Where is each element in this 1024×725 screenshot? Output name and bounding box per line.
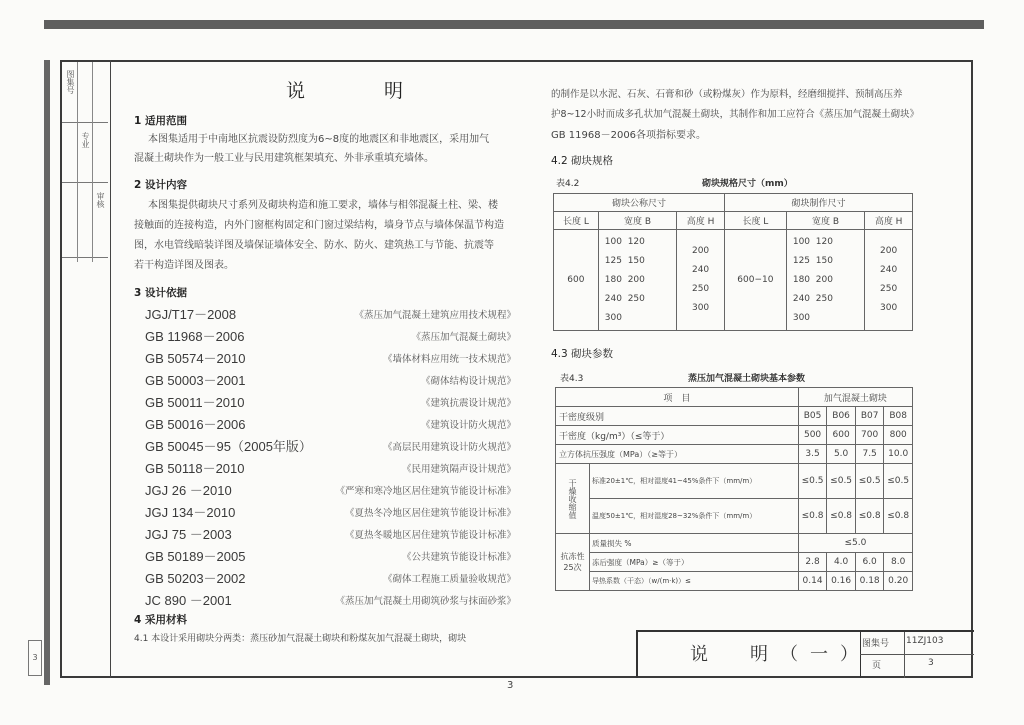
standard-code: GB 50003－2001 [145, 373, 246, 388]
standard-code: GB 50016－2006 [145, 417, 246, 432]
table-cell: 600 [554, 230, 599, 331]
table-2-title: 蒸压加气混凝土砌块基本参数 [688, 374, 806, 384]
table-1-label: 表4.2 [556, 179, 580, 189]
section-4-2-title: 4.2 砌块规格 [551, 155, 614, 167]
table-cell: 7.5 [855, 445, 884, 464]
standard-code: GB 50011－2010 [145, 395, 245, 410]
table-cell: ≤0.8 [827, 499, 856, 534]
table-header: 砌块公称尺寸 [554, 194, 725, 212]
table-cell: 抗冻性25次 [556, 534, 590, 591]
scan-top-edge [44, 20, 984, 29]
standard-name: 《蒸压加气混凝土砌块》 [411, 332, 516, 343]
table-cell: 0.18 [855, 572, 884, 591]
section-2-text: 图，水电管线暗装详图及墙保证墙体安全、防水、防火、建筑热工与节能、抗震等 [134, 240, 494, 251]
standard-code: GB 50045－95（2005年版） [145, 439, 312, 454]
side-approval-strip [62, 62, 108, 262]
standard-name: 《严寒和寒冷地区居住建筑节能设计标准》 [335, 486, 516, 497]
table-cell: 质量损失 % [590, 534, 799, 553]
standard-name: 《夏热冬冷地区居住建筑节能设计标准》 [344, 508, 516, 519]
table-cell: 600−10 [724, 230, 786, 331]
standard-name: 《民用建筑隔声设计规范》 [401, 464, 516, 475]
standard-code: JGJ 26 －2010 [145, 483, 232, 498]
block-params-table [555, 387, 913, 591]
table-cell: 800 [884, 426, 913, 445]
table-cell: 200 240 250 300 [865, 230, 913, 331]
table-cell: B06 [827, 407, 856, 426]
section-4-text: 4.1 本设计采用砌块分两类：蒸压砂加气混凝土砌块和粉煤灰加气混凝土砌块，砌块 [134, 634, 467, 644]
standard-name: 《建筑设计防火规范》 [420, 420, 516, 431]
standard-code: GB 11968－2006 [145, 329, 245, 344]
table-cell: ≤5.0 [798, 534, 912, 553]
standard-name: 《砌体工程施工质量验收规范》 [382, 574, 516, 585]
right-text: 护8~12小时而成多孔状加气混凝土砌块，其制作和加工应符合《蒸压加气混凝土砌块》 [551, 109, 920, 120]
standard-code: JGJ 75 －2003 [145, 527, 232, 542]
page-label: 页 [872, 661, 882, 671]
table-cell: 立方体抗压强度（MPa）（≥等于） [556, 445, 799, 464]
table-cell: ≤0.8 [798, 499, 827, 534]
standard-name: 《夏热冬暖地区居住建筑节能设计标准》 [344, 530, 516, 541]
table-cell: ≤0.8 [884, 499, 913, 534]
table-cell: 4.0 [827, 553, 856, 572]
atlas-no-label: 图集号 [862, 639, 890, 649]
standard-name: 《公共建筑节能设计标准》 [401, 552, 516, 563]
table-cell: 700 [855, 426, 884, 445]
table-cell: ≤0.5 [798, 464, 827, 499]
standard-name: 《砌体结构设计规范》 [420, 376, 516, 387]
table-cell: 10.0 [884, 445, 913, 464]
table-cell: 2.8 [798, 553, 827, 572]
section-2-text: 接触面的连接构造，内外门窗框构固定和门窗过梁结构，墙身节点与墙体保温节构造 [134, 220, 504, 231]
table-cell: 冻后强度（MPa）≥（等于） [590, 553, 799, 572]
standard-name: 《建筑抗震设计规范》 [420, 398, 516, 409]
table-cell: B05 [798, 407, 827, 426]
table-header: 宽度 B [598, 212, 676, 230]
left-page-tab: 3 [28, 640, 42, 676]
table-header: 长度 L [724, 212, 786, 230]
table-header: 高度 H [865, 212, 913, 230]
right-text: GB 11968－2006各项指标要求。 [551, 130, 707, 141]
standard-code: GB 50189－2005 [145, 549, 246, 564]
page-number: 3 [507, 680, 514, 691]
standard-code: JC 890 －2001 [145, 593, 232, 608]
table-cell: 0.14 [798, 572, 827, 591]
page-no: 3 [928, 658, 934, 668]
table-cell: 8.0 [884, 553, 913, 572]
section-4-3-title: 4.3 砌块参数 [551, 348, 614, 360]
table-cell: 600 [827, 426, 856, 445]
table-cell: B08 [884, 407, 913, 426]
table-header: 加气混凝土砌块 [798, 388, 912, 407]
title-block-title: 说 明（一） [690, 644, 870, 665]
side-label-1: 图集号 [66, 70, 75, 94]
atlas-no: 11ZJ103 [906, 636, 944, 646]
section-3-title: 3 设计依据 [134, 287, 187, 299]
table-cell: ≤0.5 [827, 464, 856, 499]
table-1-title: 砌块规格尺寸（mm） [702, 179, 793, 189]
standard-name: 《墙体材料应用统一技术规范》 [382, 354, 516, 365]
section-2-text: 若干构造详图及图表。 [134, 260, 234, 271]
table-cell: 干燥收缩值 [556, 464, 590, 534]
table-header: 长度 L [554, 212, 599, 230]
table-cell: 0.20 [884, 572, 913, 591]
table-cell: 200 240 250 300 [677, 230, 725, 331]
table-cell: ≤0.8 [855, 499, 884, 534]
right-text: 的制作是以水泥、石灰、石膏和砂（或粉煤灰）作为原料，经磨细搅拌、预制高压养 [551, 89, 903, 100]
section-1-text: 混凝土砌块作为一般工业与民用建筑框架填充、外非承重填充墙体。 [134, 153, 434, 164]
section-2-text: 本图集提供砌块尺寸系列及砌块构造和施工要求，墙体与相邻混凝土柱、梁、楼 [148, 200, 498, 211]
section-4-title: 4 采用材料 [134, 614, 187, 626]
standard-code: JGJ/T17－2008 [145, 307, 237, 322]
standard-code: GB 50574－2010 [145, 351, 246, 366]
standard-name: 《蒸压加气混凝土用砌筑砂浆与抹面砂浆》 [335, 596, 516, 607]
standard-name: 《蒸压加气混凝土建筑应用技术规程》 [354, 310, 516, 321]
binding-margin [44, 60, 50, 685]
table-cell: ≤0.5 [884, 464, 913, 499]
table-cell: B07 [855, 407, 884, 426]
table-cell: 0.16 [827, 572, 856, 591]
section-1-title: 1 适用范围 [134, 115, 187, 127]
table-cell: 5.0 [827, 445, 856, 464]
frame-divider [110, 60, 111, 678]
section-2-title: 2 设计内容 [134, 179, 187, 191]
table-header: 高度 H [677, 212, 725, 230]
table-header: 项 目 [556, 388, 799, 407]
standard-name: 《高层民用建筑设计防火规范》 [382, 442, 516, 453]
table-cell: 100 120 125 150 180 200 240 250 300 [598, 230, 676, 331]
table-cell: 6.0 [855, 553, 884, 572]
table-cell: 500 [798, 426, 827, 445]
section-1-text: 本图集适用于中南地区抗震设防烈度为6~8度的地震区和非地震区，采用加气 [148, 134, 490, 145]
table-cell: ≤0.5 [855, 464, 884, 499]
standard-code: JGJ 134－2010 [145, 505, 236, 520]
table-cell: 100 120 125 150 180 200 240 250 300 [786, 230, 864, 331]
block-size-table [553, 193, 913, 331]
page-title: 说 明 [286, 80, 434, 102]
table-cell: 标准20±1℃，相对湿度41~45%条件下（mm/m） [590, 464, 799, 499]
table-header: 砌块制作尺寸 [724, 194, 912, 212]
table-2-label: 表4.3 [560, 374, 584, 384]
side-label-2: 专业 [81, 132, 90, 148]
table-header: 宽度 B [786, 212, 864, 230]
table-cell: 干密度（kg/m³）（≤等于） [556, 426, 799, 445]
table-cell: 干密度级别 [556, 407, 799, 426]
table-cell: 温度50±1℃，相对湿度28~32%条件下（mm/m） [590, 499, 799, 534]
side-label-3: 审核 [96, 192, 105, 208]
standard-code: GB 50118－2010 [145, 461, 245, 476]
table-cell: 3.5 [798, 445, 827, 464]
table-cell: 导热系数（干态）（w/(m·k)）≤ [590, 572, 799, 591]
standard-code: GB 50203－2002 [145, 571, 246, 586]
